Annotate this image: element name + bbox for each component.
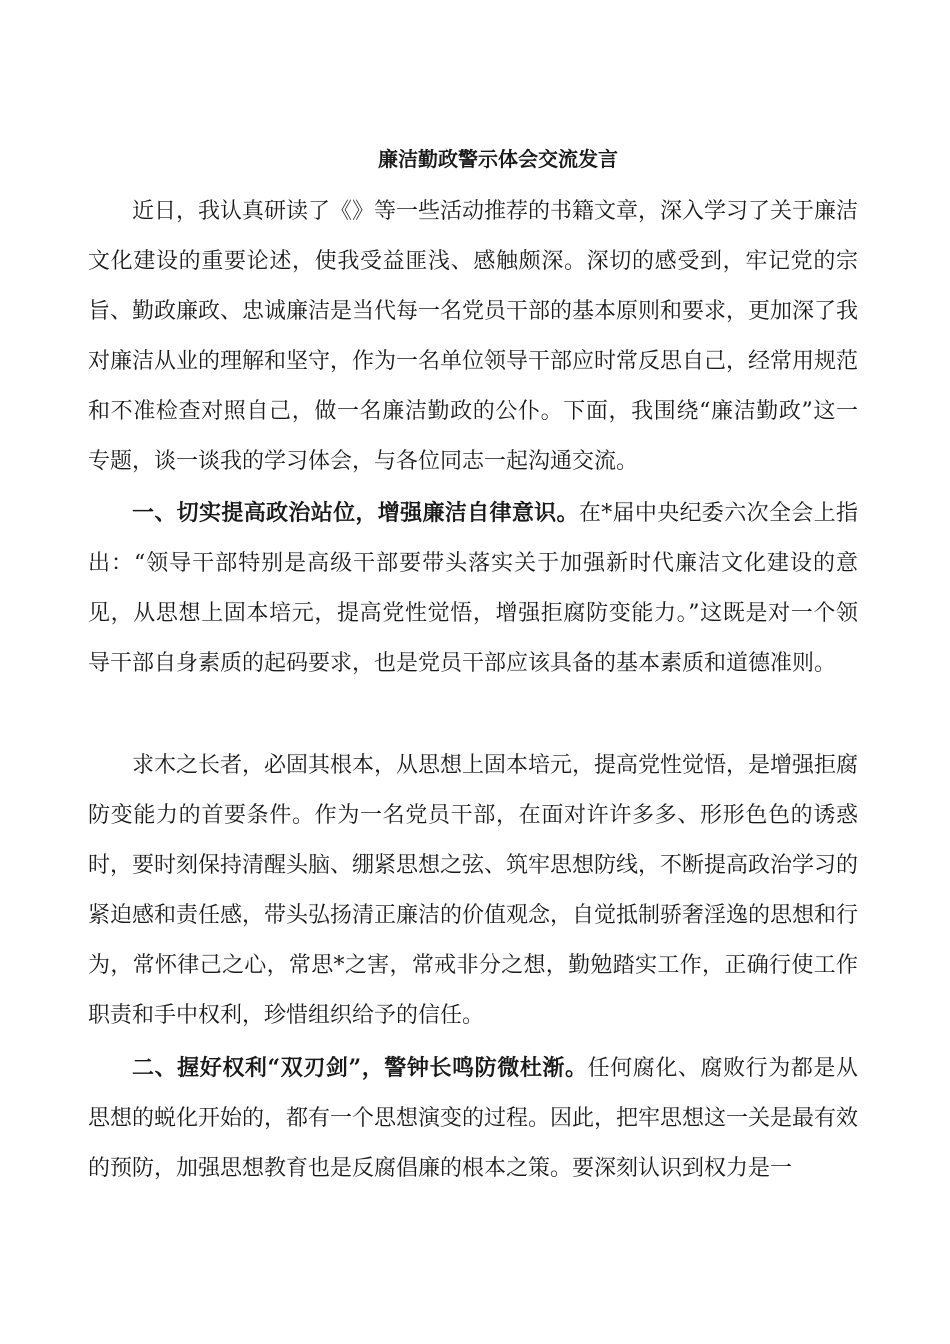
paragraph-section-two: [88, 1043, 858, 1194]
paragraph-section-one: [88, 488, 858, 689]
paragraph-text: 近日，我认真研读了《》等一些活动推荐的书籍文章，深入学习了关于廉洁文化建设的重要论述，使我受益匪浅、感触颇深。深切的感受到，牢记党的宗旨、勤政廉政、忠诚廉洁是当代每一名党员干部的基本原则和要求，更加深了我对廉洁从业的理解和坚守，作为一名单位领导干部应时常反思自己，经常用规范和不准检查对照自己，做一名廉洁勤政的公仆。下面，我围绕“廉洁勤政”这一专题，谈一谈我的学习体会，与各位同志一起沟通交流。: [88, 199, 859, 474]
section-heading-two: 二、握好权利“双刃剑”，警钟长鸣防微杜渐。: [132, 1055, 588, 1081]
paragraph-section-one-body: [88, 740, 858, 1041]
paragraph-intro: [88, 186, 858, 487]
paragraph-text: 求木之长者，必固其根本，从思想上固本培元，提高党性觉悟，是增强拒腐防变能力的首要条件。作为一名党员干部，在面对许许多多、形形色色的诱惑时，要时刻保持清醒头脑、绷紧思想之弦、筑牢思想防线，不断提高政治学习的紧迫感和责任感，带头弘扬清正廉洁的价值观念，自觉抵制骄奢淫逸的思想和行为，常怀律己之心，常思*之害，常戒非分之想，勤勉踏实工作，正确行使工作职责和手中权利，珍惜组织给予的信任。: [88, 753, 859, 1028]
paragraph-text: 在*届中央纪委六次全会上指出：“领导干部特别是高级干部要带头落实关于加强新时代廉洁文化建设的意见，从思想上固本培元，提高党性觉悟，增强拒腐防变能力。”这既是对一个领导干部自身素质的起码要求，也是党员干部应该具备的基本素质和道德准则。: [88, 501, 858, 676]
paragraph-text: 任何腐化、腐败行为都是从思想的蜕化开始的，都有一个思想演变的过程。因此，把牢思想这一关是最有效的预防，加强思想教育也是反腐倡廉的根本之策。要深刻认识到权力是一: [88, 1056, 859, 1181]
section-heading-one: 一、切实提高政治站位，增强廉洁自律意识。: [132, 500, 579, 526]
document-title: 廉洁勤政警示体会交流发言: [378, 147, 618, 171]
